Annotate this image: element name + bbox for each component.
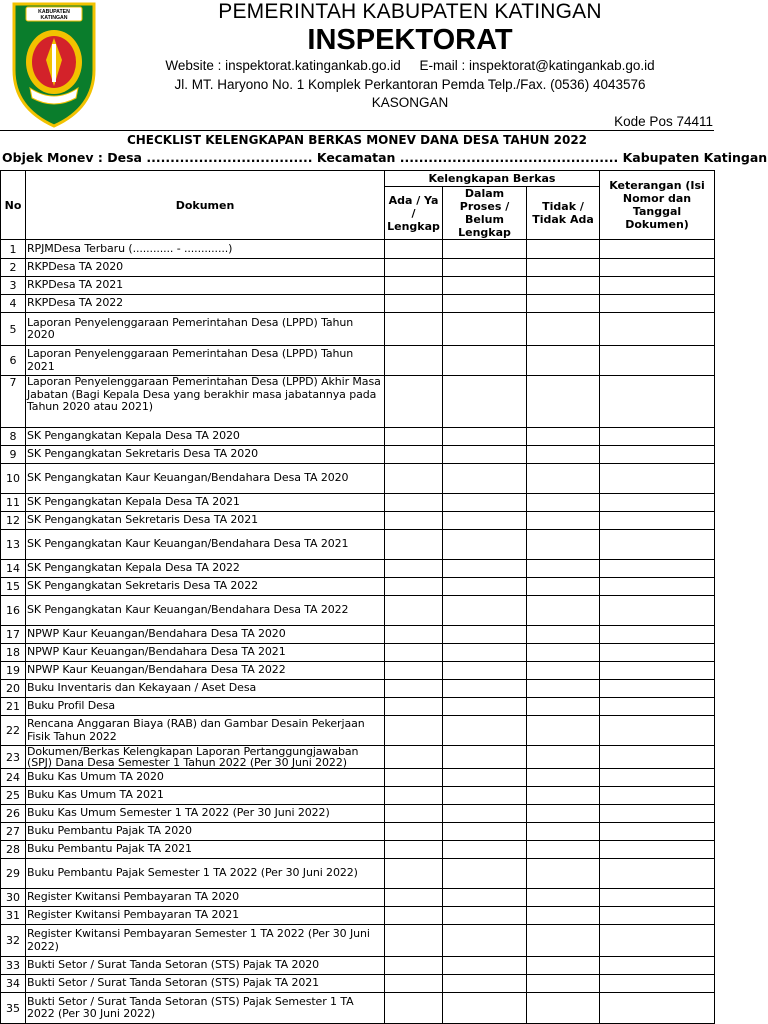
row-number: 19: [1, 662, 26, 680]
keterangan-cell[interactable]: [600, 823, 715, 841]
tidak-ada-cell[interactable]: [527, 716, 600, 746]
table-row: [1, 680, 715, 698]
keterangan-cell[interactable]: [600, 578, 715, 596]
table-row: [1, 907, 715, 925]
table-row: [1, 787, 715, 805]
keterangan-cell[interactable]: [600, 680, 715, 698]
ada-cell[interactable]: [385, 841, 443, 859]
document-name: RPJMDesa Terbaru (............ - .............): [26, 240, 385, 259]
ada-cell[interactable]: [385, 346, 443, 376]
kabupaten-katingan-logo: [10, 0, 98, 128]
dalam-proses-cell[interactable]: [443, 494, 527, 512]
keterangan-cell[interactable]: [600, 428, 715, 446]
row-number: 31: [1, 907, 26, 925]
dalam-proses-cell[interactable]: [443, 626, 527, 644]
ada-cell[interactable]: [385, 644, 443, 662]
city-text: KASONGAN: [371, 95, 449, 110]
keterangan-cell[interactable]: [600, 925, 715, 957]
keterangan-cell[interactable]: [600, 716, 715, 746]
tidak-ada-cell[interactable]: [527, 859, 600, 889]
tidak-ada-cell[interactable]: [527, 787, 600, 805]
document-name: Laporan Penyelenggaraan Pemerintahan Desa (LPPD) Tahun 2020: [26, 313, 385, 346]
row-number: 34: [1, 975, 26, 993]
row-number: 1: [1, 240, 26, 259]
dalam-proses-cell[interactable]: [443, 805, 527, 823]
keterangan-cell[interactable]: [600, 787, 715, 805]
tidak-ada-cell[interactable]: [527, 957, 600, 975]
dalam-proses-cell[interactable]: [443, 512, 527, 530]
keterangan-cell[interactable]: [600, 662, 715, 680]
table-row: [1, 376, 715, 428]
table-row: [1, 240, 715, 259]
table-row: [1, 313, 715, 346]
svg-text:KABUPATEN: KABUPATEN: [38, 9, 70, 15]
row-number: 24: [1, 769, 26, 787]
table-row: [1, 428, 715, 446]
document-name: RKPDesa TA 2020: [26, 259, 385, 277]
keterangan-cell[interactable]: [600, 626, 715, 644]
document-name: SK Pengangkatan Kepala Desa TA 2021: [26, 494, 385, 512]
dalam-proses-cell[interactable]: [443, 841, 527, 859]
dalam-proses-cell[interactable]: [443, 925, 527, 957]
row-number: 26: [1, 805, 26, 823]
ada-cell[interactable]: [385, 578, 443, 596]
keterangan-cell[interactable]: [600, 805, 715, 823]
document-name: NPWP Kaur Keuangan/Bendahara Desa TA 2022: [26, 662, 385, 680]
ada-cell[interactable]: [385, 859, 443, 889]
document-name: NPWP Kaur Keuangan/Bendahara Desa TA 2020: [26, 626, 385, 644]
dalam-proses-cell[interactable]: [443, 560, 527, 578]
row-number: 16: [1, 596, 26, 626]
table-row: [1, 975, 715, 993]
tidak-ada-cell[interactable]: [527, 805, 600, 823]
dalam-proses-cell[interactable]: [443, 823, 527, 841]
row-number: 6: [1, 346, 26, 376]
keterangan-cell[interactable]: [600, 957, 715, 975]
dalam-proses-cell[interactable]: [443, 446, 527, 464]
dalam-proses-cell[interactable]: [443, 889, 527, 907]
tidak-ada-cell[interactable]: [527, 464, 600, 494]
row-number: 11: [1, 494, 26, 512]
row-number: 5: [1, 313, 26, 346]
dalam-proses-cell[interactable]: [443, 428, 527, 446]
table-row: [1, 859, 715, 889]
row-number: 8: [1, 428, 26, 446]
table-row: [1, 346, 715, 376]
dalam-proses-cell[interactable]: [443, 662, 527, 680]
ada-cell[interactable]: [385, 295, 443, 313]
keterangan-cell[interactable]: [600, 560, 715, 578]
dalam-proses-cell[interactable]: [443, 346, 527, 376]
header-keterangan: Keterangan (Isi Nomor dan Tanggal Dokumen): [600, 171, 715, 240]
document-name: Register Kwitansi Pembayaran TA 2020: [26, 889, 385, 907]
document-name: Dokumen/Berkas Kelengkapan Laporan Pertanggungjawaban (SPJ) Dana Desa Semester 1 Tahun 2022 (Per 30 Juni 2022): [26, 746, 385, 769]
keterangan-cell[interactable]: [600, 769, 715, 787]
dalam-proses-cell[interactable]: [443, 644, 527, 662]
keterangan-cell[interactable]: [600, 841, 715, 859]
row-number: 9: [1, 446, 26, 464]
header-divider: [0, 130, 714, 131]
document-name: Bukti Setor / Surat Tanda Setoran (STS) Pajak TA 2020: [26, 957, 385, 975]
tidak-ada-cell[interactable]: [527, 578, 600, 596]
keterangan-cell[interactable]: [600, 313, 715, 346]
tidak-ada-cell[interactable]: [527, 512, 600, 530]
ada-cell[interactable]: [385, 313, 443, 346]
keterangan-cell[interactable]: [600, 907, 715, 925]
tidak-ada-cell[interactable]: [527, 313, 600, 346]
tidak-ada-cell[interactable]: [527, 346, 600, 376]
tidak-ada-cell[interactable]: [527, 376, 600, 428]
ada-cell[interactable]: [385, 716, 443, 746]
tidak-ada-cell[interactable]: [527, 530, 600, 560]
checklist-table: [0, 170, 715, 1024]
row-number: 2: [1, 259, 26, 277]
header-kelengkapan-berkas: Kelengkapan Berkas: [385, 171, 600, 187]
document-name: Buku Pembantu Pajak TA 2021: [26, 841, 385, 859]
tidak-ada-cell[interactable]: [527, 240, 600, 259]
table-row: [1, 512, 715, 530]
ada-cell[interactable]: [385, 464, 443, 494]
postal-code: Kode Pos 74411: [614, 114, 713, 129]
table-row: [1, 841, 715, 859]
row-number: 35: [1, 993, 26, 1024]
ada-cell[interactable]: [385, 446, 443, 464]
keterangan-cell[interactable]: [600, 376, 715, 428]
keterangan-cell[interactable]: [600, 698, 715, 716]
ada-cell[interactable]: [385, 823, 443, 841]
document-name: NPWP Kaur Keuangan/Bendahara Desa TA 2021: [26, 644, 385, 662]
tidak-ada-cell[interactable]: [527, 644, 600, 662]
dalam-proses-cell[interactable]: [443, 957, 527, 975]
row-number: 15: [1, 578, 26, 596]
objek-monev-line: Objek Monev : Desa ................................... Kecamatan .............................................. Kabupaten Katingan: [2, 150, 768, 165]
table-row: [1, 662, 715, 680]
tidak-ada-cell[interactable]: [527, 428, 600, 446]
ada-cell[interactable]: [385, 787, 443, 805]
row-number: 25: [1, 787, 26, 805]
table-row: [1, 446, 715, 464]
header-tidak-ada: Tidak / Tidak Ada: [527, 187, 600, 240]
dalam-proses-cell[interactable]: [443, 530, 527, 560]
dalam-proses-cell[interactable]: [443, 313, 527, 346]
document-name: Laporan Penyelenggaraan Pemerintahan Desa (LPPD) Akhir Masa Jabatan (Bagi Kepala Desa yang berakhir masa jabatannya pada Tahun 2020 atau 2021): [26, 376, 385, 428]
table-row: [1, 746, 715, 769]
row-number: 10: [1, 464, 26, 494]
ada-cell[interactable]: [385, 560, 443, 578]
document-name: Rencana Anggaran Biaya (RAB) dan Gambar Desain Pekerjaan Fisik Tahun 2022: [26, 716, 385, 746]
keterangan-cell[interactable]: [600, 512, 715, 530]
table-row: [1, 295, 715, 313]
keterangan-cell[interactable]: [600, 975, 715, 993]
ada-cell[interactable]: [385, 596, 443, 626]
ada-cell[interactable]: [385, 530, 443, 560]
document-name: SK Pengangkatan Kepala Desa TA 2020: [26, 428, 385, 446]
tidak-ada-cell[interactable]: [527, 975, 600, 993]
document-name: Buku Inventaris dan Kekayaan / Aset Desa: [26, 680, 385, 698]
tidak-ada-cell[interactable]: [527, 698, 600, 716]
tidak-ada-cell[interactable]: [527, 560, 600, 578]
dalam-proses-cell[interactable]: [443, 277, 527, 295]
keterangan-cell[interactable]: [600, 295, 715, 313]
email-text: E-mail : inspektorat@katingankab.go.id: [419, 58, 655, 73]
tidak-ada-cell[interactable]: [527, 596, 600, 626]
row-number: 17: [1, 626, 26, 644]
document-name: SK Pengangkatan Sekretaris Desa TA 2022: [26, 578, 385, 596]
ada-cell[interactable]: [385, 259, 443, 277]
contact-line: [100, 58, 720, 73]
table-row: [1, 494, 715, 512]
document-name: RKPDesa TA 2021: [26, 277, 385, 295]
table-row: [1, 596, 715, 626]
table-row: [1, 464, 715, 494]
keterangan-cell[interactable]: [600, 277, 715, 295]
ada-cell[interactable]: [385, 428, 443, 446]
row-number: 32: [1, 925, 26, 957]
table-row: [1, 259, 715, 277]
ada-cell[interactable]: [385, 805, 443, 823]
document-name: Register Kwitansi Pembayaran TA 2021: [26, 907, 385, 925]
dalam-proses-cell[interactable]: [443, 746, 527, 769]
ada-cell[interactable]: [385, 975, 443, 993]
table-row: [1, 530, 715, 560]
ada-cell[interactable]: [385, 376, 443, 428]
keterangan-cell[interactable]: [600, 993, 715, 1024]
tidak-ada-cell[interactable]: [527, 746, 600, 769]
table-row: [1, 769, 715, 787]
table-row: [1, 823, 715, 841]
ada-cell[interactable]: [385, 993, 443, 1024]
keterangan-cell[interactable]: [600, 746, 715, 769]
dalam-proses-cell[interactable]: [443, 716, 527, 746]
document-name: Buku Kas Umum TA 2020: [26, 769, 385, 787]
row-number: 13: [1, 530, 26, 560]
keterangan-cell[interactable]: [600, 464, 715, 494]
table-row: [1, 698, 715, 716]
tidak-ada-cell[interactable]: [527, 993, 600, 1024]
table-row: [1, 277, 715, 295]
tidak-ada-cell[interactable]: [527, 626, 600, 644]
row-number: 21: [1, 698, 26, 716]
header-no: No: [1, 171, 26, 240]
dalam-proses-cell[interactable]: [443, 295, 527, 313]
keterangan-cell[interactable]: [600, 259, 715, 277]
ada-cell[interactable]: [385, 698, 443, 716]
row-number: 22: [1, 716, 26, 746]
dalam-proses-cell[interactable]: [443, 596, 527, 626]
dalam-proses-cell[interactable]: [443, 680, 527, 698]
tidak-ada-cell[interactable]: [527, 823, 600, 841]
document-name: Laporan Penyelenggaraan Pemerintahan Desa (LPPD) Tahun 2021: [26, 346, 385, 376]
keterangan-cell[interactable]: [600, 240, 715, 259]
table-row: [1, 993, 715, 1024]
table-row: [1, 805, 715, 823]
keterangan-cell[interactable]: [600, 346, 715, 376]
row-number: 30: [1, 889, 26, 907]
dalam-proses-cell[interactable]: [443, 464, 527, 494]
tidak-ada-cell[interactable]: [527, 907, 600, 925]
address-text: Jl. MT. Haryono No. 1 Komplek Perkantoran Pemda Telp./Fax. (0536) 4043576: [174, 77, 646, 92]
ada-cell[interactable]: [385, 662, 443, 680]
dalam-proses-cell[interactable]: [443, 698, 527, 716]
row-number: 14: [1, 560, 26, 578]
table-row: [1, 957, 715, 975]
ada-cell[interactable]: [385, 240, 443, 259]
document-name: Bukti Setor / Surat Tanda Setoran (STS) Pajak TA 2021: [26, 975, 385, 993]
document-name: SK Pengangkatan Kaur Keuangan/Bendahara Desa TA 2022: [26, 596, 385, 626]
dalam-proses-cell[interactable]: [443, 240, 527, 259]
ada-cell[interactable]: [385, 957, 443, 975]
tidak-ada-cell[interactable]: [527, 259, 600, 277]
keterangan-cell[interactable]: [600, 644, 715, 662]
website-text: Website : inspektorat.katingankab.go.id: [165, 58, 401, 73]
tidak-ada-cell[interactable]: [527, 494, 600, 512]
row-number: 20: [1, 680, 26, 698]
header-ada: Ada / Ya / Lengkap: [385, 187, 443, 240]
dalam-proses-cell[interactable]: [443, 907, 527, 925]
row-number: 7: [1, 376, 26, 428]
document-name: SK Pengangkatan Sekretaris Desa TA 2021: [26, 512, 385, 530]
dalam-proses-cell[interactable]: [443, 376, 527, 428]
document-name: RKPDesa TA 2022: [26, 295, 385, 313]
keterangan-cell[interactable]: [600, 596, 715, 626]
tidak-ada-cell[interactable]: [527, 295, 600, 313]
svg-text:KATINGAN: KATINGAN: [40, 15, 68, 21]
document-title: CHECKLIST KELENGKAPAN BERKAS MONEV DANA DESA TAHUN 2022: [126, 133, 588, 147]
document-name: Register Kwitansi Pembayaran Semester 1 TA 2022 (Per 30 Juni 2022): [26, 925, 385, 957]
dalam-proses-cell[interactable]: [443, 787, 527, 805]
row-number: 18: [1, 644, 26, 662]
dalam-proses-cell[interactable]: [443, 993, 527, 1024]
tidak-ada-cell[interactable]: [527, 841, 600, 859]
table-row: [1, 626, 715, 644]
table-row: [1, 716, 715, 746]
document-name: SK Pengangkatan Sekretaris Desa TA 2020: [26, 446, 385, 464]
ada-cell[interactable]: [385, 494, 443, 512]
tidak-ada-cell[interactable]: [527, 889, 600, 907]
ada-cell[interactable]: [385, 889, 443, 907]
row-number: 33: [1, 957, 26, 975]
row-number: 4: [1, 295, 26, 313]
tidak-ada-cell[interactable]: [527, 662, 600, 680]
keterangan-cell[interactable]: [600, 530, 715, 560]
tidak-ada-cell[interactable]: [527, 446, 600, 464]
document-name: SK Pengangkatan Kaur Keuangan/Bendahara Desa TA 2021: [26, 530, 385, 560]
document-name: Buku Kas Umum TA 2021: [26, 787, 385, 805]
header-dalam-proses: Dalam Proses / Belum Lengkap: [443, 187, 527, 240]
tidak-ada-cell[interactable]: [527, 769, 600, 787]
ada-cell[interactable]: [385, 512, 443, 530]
dalam-proses-cell[interactable]: [443, 859, 527, 889]
row-number: 28: [1, 841, 26, 859]
table-row: [1, 889, 715, 907]
table-row: [1, 644, 715, 662]
dalam-proses-cell[interactable]: [443, 259, 527, 277]
document-name: Bukti Setor / Surat Tanda Setoran (STS) Pajak Semester 1 TA 2022 (Per 30 Juni 2022): [26, 993, 385, 1024]
document-name: Buku Pembantu Pajak TA 2020: [26, 823, 385, 841]
tidak-ada-cell[interactable]: [527, 277, 600, 295]
keterangan-cell[interactable]: [600, 446, 715, 464]
table-row: [1, 578, 715, 596]
tidak-ada-cell[interactable]: [527, 925, 600, 957]
document-name: Buku Kas Umum Semester 1 TA 2022 (Per 30 Juni 2022): [26, 805, 385, 823]
dalam-proses-cell[interactable]: [443, 975, 527, 993]
row-number: 3: [1, 277, 26, 295]
header-dokumen: Dokumen: [26, 171, 385, 240]
government-name: PEMERINTAH KABUPATEN KATINGAN: [218, 0, 602, 23]
document-name: SK Pengangkatan Kepala Desa TA 2022: [26, 560, 385, 578]
ada-cell[interactable]: [385, 769, 443, 787]
keterangan-cell[interactable]: [600, 494, 715, 512]
table-row: [1, 560, 715, 578]
row-number: 27: [1, 823, 26, 841]
ada-cell[interactable]: [385, 907, 443, 925]
ada-cell[interactable]: [385, 680, 443, 698]
dalam-proses-cell[interactable]: [443, 578, 527, 596]
ada-cell[interactable]: [385, 626, 443, 644]
tidak-ada-cell[interactable]: [527, 680, 600, 698]
row-number: 23: [1, 746, 26, 769]
agency-name: INSPEKTORAT: [307, 24, 513, 56]
ada-cell[interactable]: [385, 925, 443, 957]
document-name: Buku Profil Desa: [26, 698, 385, 716]
keterangan-cell[interactable]: [600, 889, 715, 907]
keterangan-cell[interactable]: [600, 859, 715, 889]
ada-cell[interactable]: [385, 277, 443, 295]
table-row: [1, 925, 715, 957]
document-name: Buku Pembantu Pajak Semester 1 TA 2022 (Per 30 Juni 2022): [26, 859, 385, 889]
ada-cell[interactable]: [385, 746, 443, 769]
row-number: 29: [1, 859, 26, 889]
dalam-proses-cell[interactable]: [443, 769, 527, 787]
row-number: 12: [1, 512, 26, 530]
document-name: SK Pengangkatan Kaur Keuangan/Bendahara Desa TA 2020: [26, 464, 385, 494]
